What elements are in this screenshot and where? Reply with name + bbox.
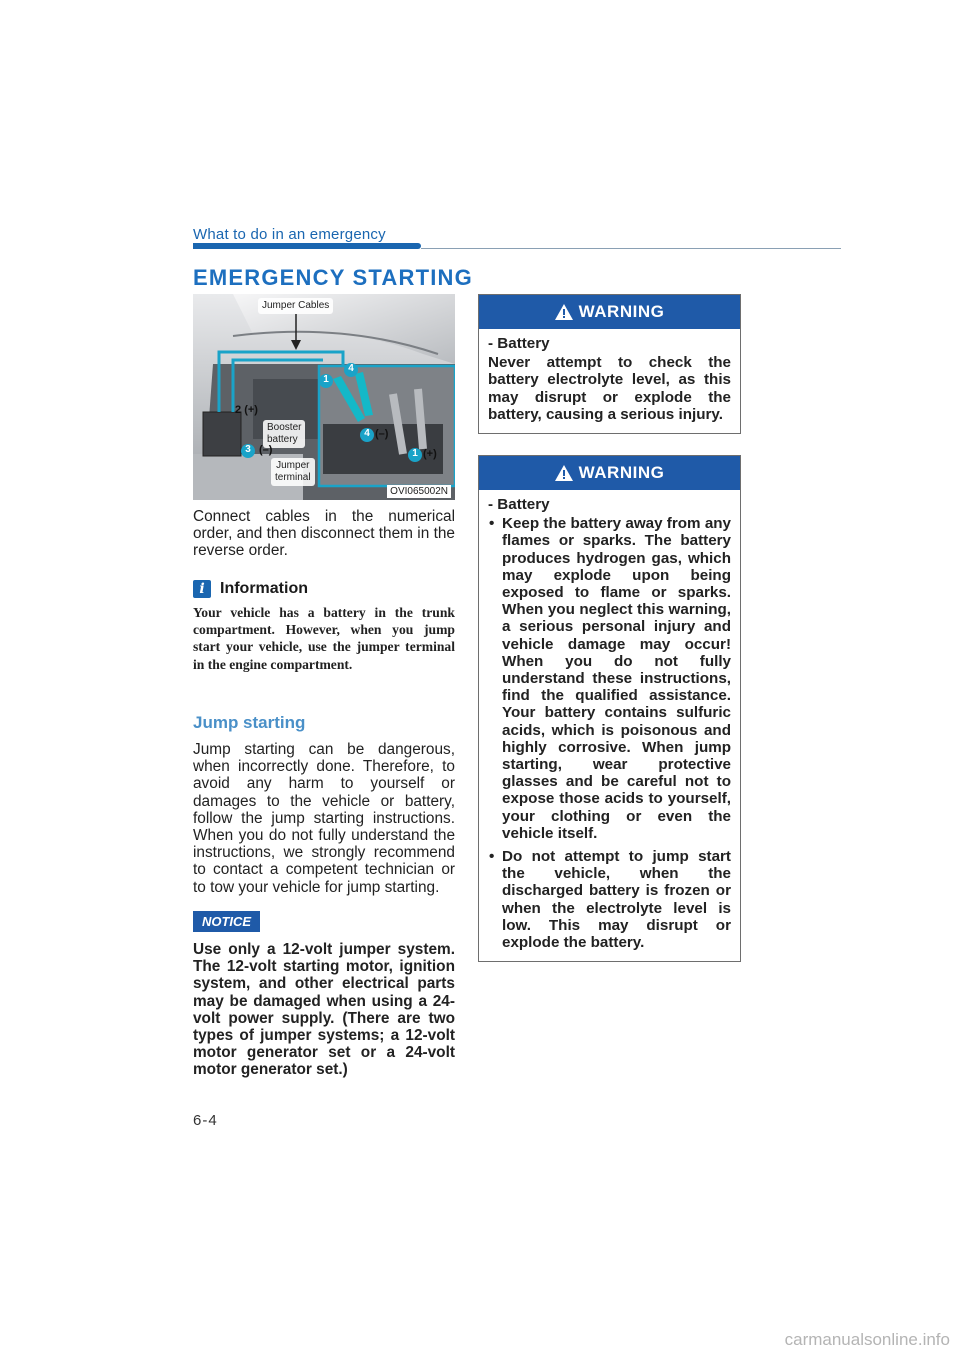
warning-2-bullet-1: • Keep the battery away from any flames or sparks. The battery produces hydrogen gas, which may explode upon being exposed to flame or sparks. When you neglect this warning, a serious personal injury and vehicle damage may occur! When you do not fully understand these instructions, find the qualified assistance. Your battery contains sulfuric acids, which is poisonous and highly corrosive. When jump starting, wear protective glasses and be careful not to expose those acids to yourself, your clothing or even the vehicle itself. bbox=[488, 515, 731, 842]
marker-3: 3 bbox=[245, 444, 251, 455]
jump-start-figure bbox=[193, 294, 455, 500]
warning-box-1 bbox=[478, 294, 741, 434]
warning-body-2 bbox=[479, 490, 740, 961]
section-title: What to do in an emergency bbox=[193, 226, 386, 243]
marker-1-top: 1 bbox=[323, 374, 329, 385]
warning-2-category: - Battery bbox=[488, 496, 550, 513]
label-terminal-line2: terminal bbox=[275, 472, 311, 483]
warning-title-1: WARNING bbox=[578, 302, 665, 321]
label-minus-2: (–) bbox=[375, 428, 389, 440]
information-text: Your vehicle has a battery in the trunk compartment. However, when you jump start your vehicle, use the jumper terminal in the engine compartment. bbox=[193, 605, 455, 672]
label-jumper-cables: Jumper Cables bbox=[258, 298, 333, 314]
page-number: 6-4 bbox=[193, 1112, 218, 1129]
warning-header-2 bbox=[479, 456, 740, 490]
label-two-plus bbox=[235, 404, 258, 416]
section-underline bbox=[193, 243, 421, 249]
section-header bbox=[193, 224, 841, 252]
info-icon: i bbox=[193, 580, 211, 598]
marker-1-inset: 1 bbox=[412, 448, 418, 459]
warning-1-text: Never attempt to check the battery electrolyte level, as this may disrupt or explode the battery, causing a serious injury. bbox=[488, 354, 731, 423]
page-title: EMERGENCY STARTING bbox=[193, 265, 473, 290]
intro-text: Connect cables in the numerical order, and then disconnect them in the reverse order. bbox=[193, 508, 455, 560]
label-plus-2: (+) bbox=[423, 448, 437, 460]
warning-2-list bbox=[488, 515, 731, 951]
warning-title-2: WARNING bbox=[578, 463, 665, 482]
notice-badge: NOTICE bbox=[193, 911, 260, 932]
marker-4-inset: 4 bbox=[364, 428, 370, 439]
label-booster-line1: Booster bbox=[267, 422, 302, 433]
information-title: Information bbox=[220, 580, 308, 597]
jump-starting-heading: Jump starting bbox=[193, 713, 306, 732]
section-divider bbox=[421, 248, 841, 249]
warning-triangle-icon bbox=[555, 465, 573, 481]
warning-header-1 bbox=[479, 295, 740, 329]
marker-4-top: 4 bbox=[348, 363, 354, 374]
label-two: 2 bbox=[235, 404, 242, 416]
figure-code: OVI065002N bbox=[387, 485, 451, 498]
warning-1-category: - Battery bbox=[488, 335, 550, 352]
label-booster-line2: battery bbox=[267, 434, 298, 445]
engine-illustration bbox=[193, 294, 455, 500]
warning-2-bullet-2: • Do not attempt to jump start the vehicle, when the discharged battery is frozen or when the electrolyte level is low. This may disrupt or explode the battery. bbox=[488, 848, 731, 951]
warning-triangle-icon bbox=[555, 304, 573, 320]
watermark: carmanualsonline.info bbox=[784, 1330, 950, 1349]
warning-box-2 bbox=[478, 455, 741, 962]
label-minus-1: (–) bbox=[259, 444, 273, 456]
label-jumper-terminal bbox=[271, 458, 315, 486]
label-terminal-line1: Jumper bbox=[276, 460, 310, 471]
jump-starting-text: Jump starting can be dangerous, when incorrectly done. Therefore, to avoid any harm to yourself or damages to the vehicle or battery, follow the jump starting instructions. When you do not fully understand the instructions, we strongly recommend to contact a competent technician or to tow your vehicle for jump starting. bbox=[193, 741, 455, 896]
warning-body-1 bbox=[479, 329, 740, 433]
label-plus-1: (+) bbox=[244, 404, 258, 416]
notice-text: Use only a 12-volt jumper system. The 12-volt starting motor, ignition system, and other electrical parts may be damaged when using a 24-volt power supply. (There are two types of jumper systems; a 12-volt motor generator set or a 24-volt motor generator set.) bbox=[193, 941, 455, 1079]
